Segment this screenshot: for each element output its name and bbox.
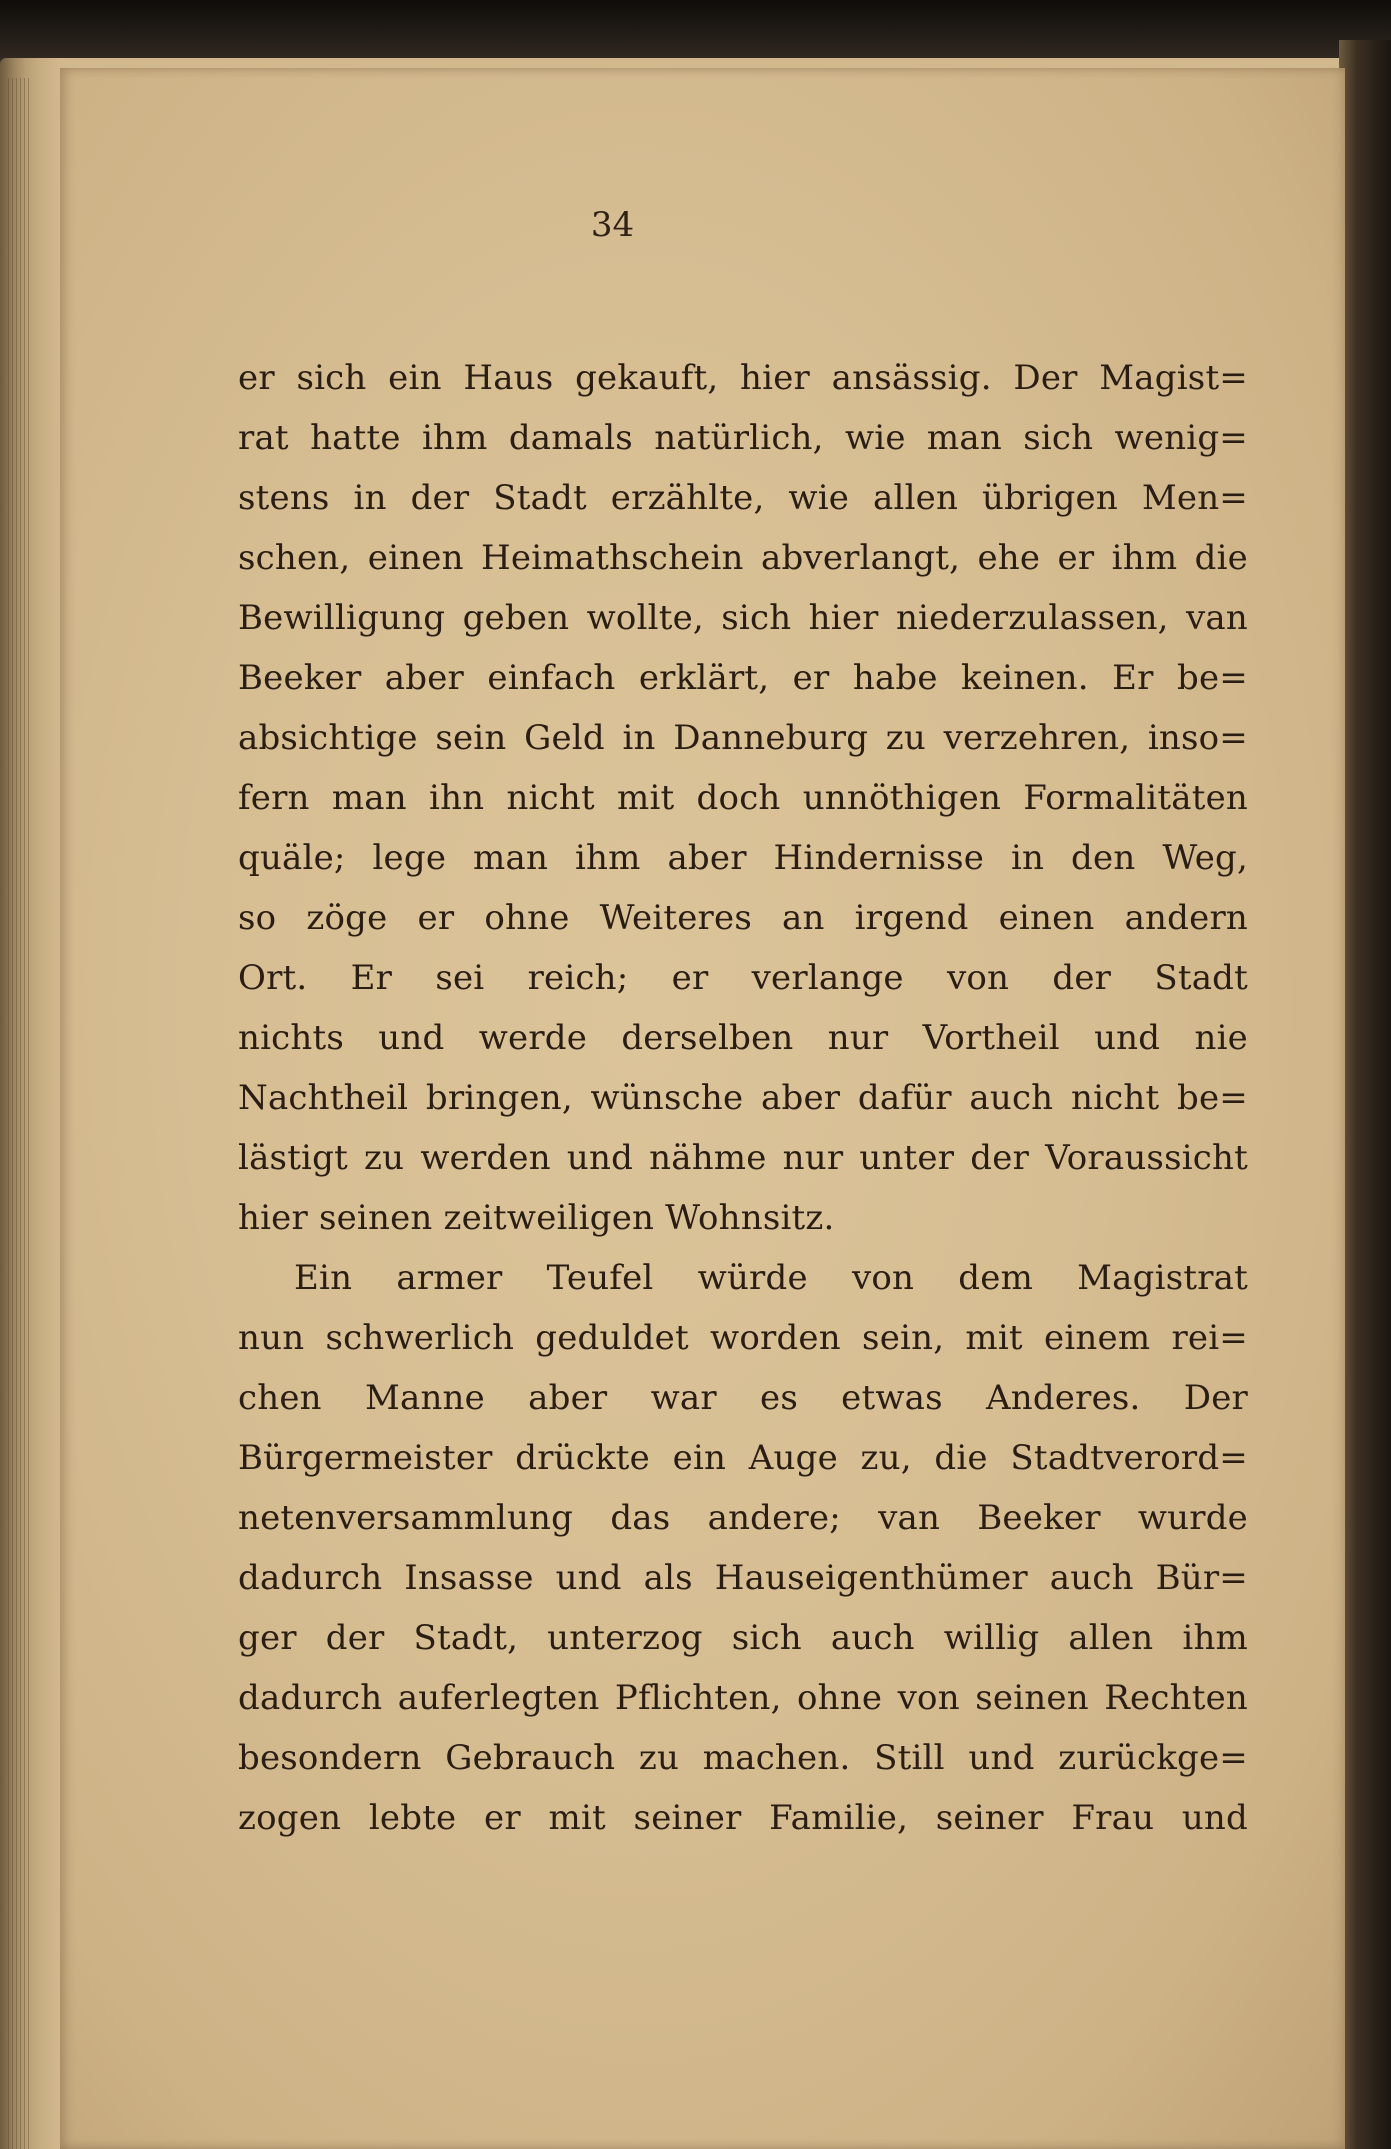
text-line: netenversammlung das andere; van Beeker wurde: [238, 1498, 1248, 1538]
text-line: Ort. Er sei reich; er verlange von der Stadt: [238, 958, 1248, 998]
text-line: zogen lebte er mit seiner Familie, seiner Frau und: [238, 1798, 1248, 1838]
text-line: dadurch Insasse und als Hauseigenthümer auch Bür=: [238, 1558, 1248, 1598]
text-line: chen Manne aber war es etwas Anderes. Der: [238, 1378, 1248, 1418]
text-line: ger der Stadt, unterzog sich auch willig allen ihm: [238, 1618, 1248, 1658]
paragraph-end-line: hier seinen zeitweiligen Wohnsitz.: [238, 1198, 835, 1238]
text-line: so zöge er ohne Weiteres an irgend einen andern: [238, 898, 1248, 938]
text-line: Nachtheil bringen, wünsche aber dafür auch nicht be=: [238, 1078, 1248, 1118]
text-line: absichtige sein Geld in Danneburg zu verzehren, inso=: [238, 718, 1248, 758]
page-number: 34: [590, 205, 635, 245]
text-line: nichts und werde derselben nur Vortheil und nie: [238, 1018, 1248, 1058]
text-line: dadurch auferlegten Pflichten, ohne von seinen Rechten: [238, 1678, 1248, 1718]
text-line: Beeker aber einfach erklärt, er habe keinen. Er be=: [238, 658, 1248, 698]
text-line: Bewilligung geben wollte, sich hier niederzulassen, van: [238, 598, 1248, 638]
text-line: fern man ihn nicht mit doch unnöthigen Formalitäten: [238, 778, 1248, 818]
text-line: stens in der Stadt erzählte, wie allen übrigen Men=: [238, 478, 1248, 518]
text-line: rat hatte ihm damals natürlich, wie man sich wenig=: [238, 418, 1248, 458]
text-line: er sich ein Haus gekauft, hier ansässig. Der Magist=: [238, 358, 1248, 398]
text-line: quäle; lege man ihm aber Hindernisse in den Weg,: [238, 838, 1248, 878]
paragraph-start-line: Ein armer Teufel würde von dem Magistrat: [294, 1258, 1248, 1298]
text-line: besondern Gebrauch zu machen. Still und zurückge=: [238, 1738, 1248, 1778]
text-line: schen, einen Heimathschein abverlangt, ehe er ihm die: [238, 538, 1248, 578]
text-line: nun schwerlich geduldet worden sein, mit einem rei=: [238, 1318, 1248, 1358]
text-line: lästigt zu werden und nähme nur unter der Voraussicht: [238, 1138, 1248, 1178]
text-line: Bürgermeister drückte ein Auge zu, die Stadtverord=: [238, 1438, 1248, 1478]
body-text: [238, 348, 1248, 1848]
book-spine-edge: [1339, 40, 1391, 2149]
